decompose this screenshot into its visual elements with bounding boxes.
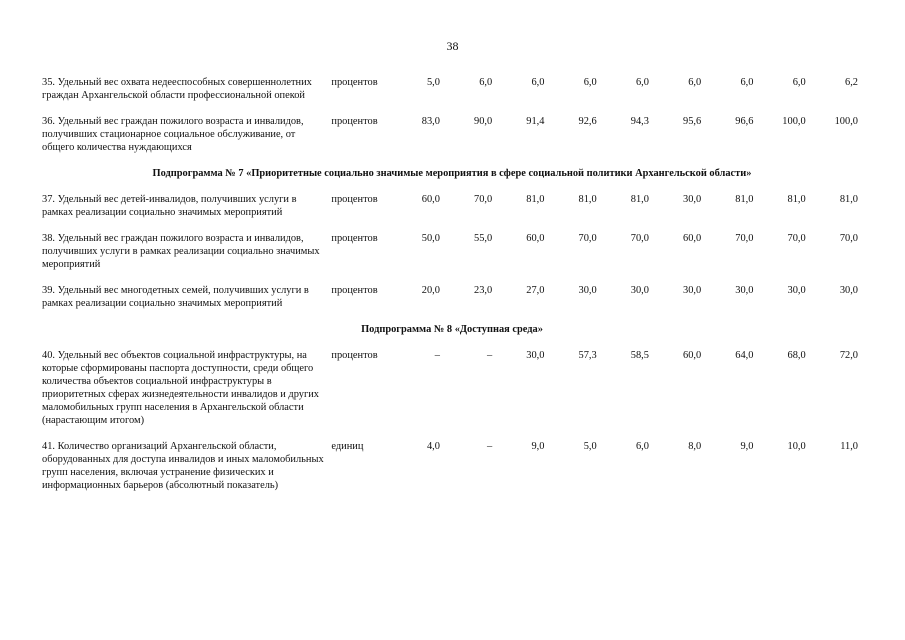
indicator-name: 37. Удельный вес детей-инвалидов, получивших услуги в рамках реализации социально значимых мероприятий (42, 194, 297, 218)
indicator-value: 4,0 (426, 441, 440, 452)
indicator-value: 6,0 (740, 77, 754, 88)
table-row (42, 284, 862, 323)
indicator-value: 95,6 (683, 116, 702, 127)
indicator-value: 6,0 (479, 77, 493, 88)
indicator-value: 30,0 (683, 194, 702, 205)
indicator-value: 60,0 (526, 233, 545, 244)
indicator-value: 6,0 (792, 77, 806, 88)
indicator-value: 81,0 (787, 194, 806, 205)
indicator-value: 30,0 (735, 285, 754, 296)
indicator-value: 70,0 (630, 233, 649, 244)
indicator-value: 30,0 (526, 350, 545, 361)
table-body (42, 76, 862, 505)
indicator-value: 6,0 (635, 441, 649, 452)
indicator-value: 30,0 (630, 285, 649, 296)
indicator-name: 41. Количество организаций Архангельской области, оборудованных для доступа инвалидов и иных маломобильных групп населения, включая устранение физических и информационных барьеров (абсолютный показатель) (42, 441, 324, 491)
table-row (42, 115, 862, 167)
indicator-value: 30,0 (787, 285, 806, 296)
indicator-value: 70,0 (474, 194, 493, 205)
indicator-unit: единиц (331, 441, 364, 452)
indicator-value: 9,0 (531, 441, 545, 452)
indicator-value: 6,2 (845, 77, 858, 88)
indicator-value: 58,5 (630, 350, 649, 361)
indicator-value: 30,0 (578, 285, 597, 296)
indicator-value: 8,0 (688, 441, 702, 452)
indicator-value: 11,0 (840, 441, 858, 452)
indicator-value: 6,0 (583, 77, 597, 88)
indicator-name: 40. Удельный вес объектов социальной инфраструктуры, на которые сформированы паспорта доступности, среди общего количества объектов социальной инфраструктуры в приоритетных сферах жизнедеятельности инвалидов и других маломобильных групп населения в Архангельской области (нарастающим итогом) (42, 350, 319, 426)
table-row (42, 193, 862, 232)
section-heading-row (42, 167, 862, 193)
table-row (42, 76, 862, 115)
indicator-value: 92,6 (578, 116, 597, 127)
indicator-value: 70,0 (735, 233, 754, 244)
indicator-value: – (486, 350, 493, 361)
indicator-unit: процентов (331, 233, 378, 244)
indicator-value: 81,0 (526, 194, 545, 205)
indicator-value: 30,0 (683, 285, 702, 296)
indicator-value: 91,4 (526, 116, 545, 127)
indicator-name: 35. Удельный вес охвата недееспособных совершеннолетних граждан Архангельской области профессиональной опекой (42, 77, 312, 101)
section-heading: Подпрограмма № 8 «Доступная среда» (361, 324, 543, 335)
indicator-value: 60,0 (683, 233, 702, 244)
indicator-value: 72,0 (839, 350, 858, 361)
indicator-value: 64,0 (735, 350, 754, 361)
indicator-value: 55,0 (474, 233, 493, 244)
indicator-value: 9,0 (740, 441, 754, 452)
indicator-name: 36. Удельный вес граждан пожилого возраста и инвалидов, получивших стационарное социальное обслуживание, от общего количества нуждающихся (42, 116, 304, 153)
page-number: 38 (446, 39, 459, 53)
indicator-value: 20,0 (421, 285, 440, 296)
indicator-value: 100,0 (782, 116, 806, 127)
indicator-value: 81,0 (735, 194, 754, 205)
indicator-value: 5,0 (426, 77, 440, 88)
indicator-value: – (434, 350, 440, 361)
indicator-unit: процентов (331, 116, 378, 127)
indicator-name: 38. Удельный вес граждан пожилого возраста и инвалидов, получивших услуги в рамках реализации социально значимых мероприятий (42, 233, 320, 270)
indicator-value: 96,6 (735, 116, 754, 127)
indicator-value: 81,0 (630, 194, 649, 205)
indicator-value: 57,3 (578, 350, 597, 361)
indicator-value: 68,0 (787, 350, 806, 361)
indicator-unit: процентов (331, 350, 378, 361)
indicator-value: 50,0 (421, 233, 440, 244)
indicator-value: 83,0 (421, 116, 440, 127)
indicator-value: 70,0 (578, 233, 597, 244)
indicator-value: 70,0 (839, 233, 858, 244)
indicator-value: 90,0 (474, 116, 493, 127)
indicator-value: 27,0 (526, 285, 545, 296)
indicator-unit: процентов (331, 194, 378, 205)
indicator-value: 94,3 (630, 116, 649, 127)
indicator-unit: процентов (331, 77, 378, 88)
indicator-unit: процентов (331, 285, 378, 296)
indicator-value: 60,0 (683, 350, 702, 361)
indicator-value: 6,0 (688, 77, 702, 88)
indicator-value: 23,0 (474, 285, 493, 296)
table-row (42, 349, 862, 440)
indicator-value: 60,0 (421, 194, 440, 205)
indicator-value: 100,0 (834, 116, 858, 127)
indicator-value: 6,0 (635, 77, 649, 88)
indicator-value: 6,0 (531, 77, 545, 88)
section-heading-row (42, 323, 862, 349)
indicator-value: 81,0 (578, 194, 597, 205)
indicator-value: – (486, 441, 493, 452)
indicator-value: 70,0 (787, 233, 806, 244)
section-heading: Подпрограмма № 7 «Приоритетные социально значимые мероприятия в сфере социальной политики Архангельской области» (152, 168, 752, 179)
indicator-value: 5,0 (583, 441, 597, 452)
table-row (42, 440, 862, 505)
indicators-table (42, 76, 862, 505)
indicator-value: 81,0 (839, 194, 858, 205)
indicator-name: 39. Удельный вес многодетных семей, получивших услуги в рамках реализации социально значимых мероприятий (42, 285, 309, 309)
indicator-value: 30,0 (839, 285, 858, 296)
indicator-value: 10,0 (787, 441, 806, 452)
table-row (42, 232, 862, 284)
